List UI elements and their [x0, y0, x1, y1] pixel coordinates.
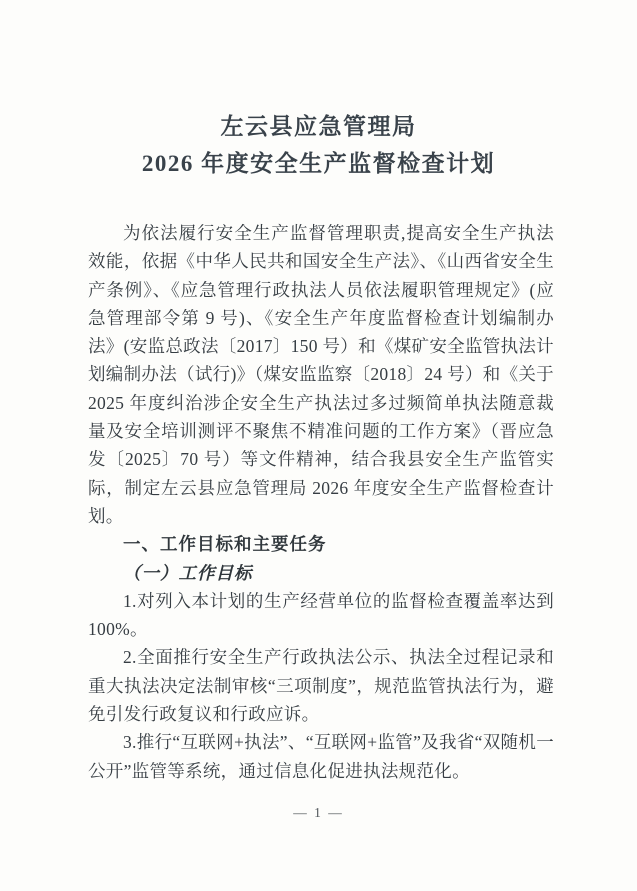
paragraph-goal-1: 1.对列入本计划的生产经营单位的监督检查覆盖率达到 100%。 — [88, 590, 554, 640]
title-line-2: 2026 年度安全生产监督检查计划 — [141, 151, 496, 176]
paragraph-goal-3: 3.推行“互联网+执法”、“互联网+监管”及我省“双随机一公开”监管等系统，通过信息化促进执法规范化。 — [88, 732, 554, 781]
document-body — [88, 219, 554, 785]
title-line-1: 左云县应急管理局 — [220, 114, 417, 139]
document-title — [0, 108, 637, 182]
page-number: — 1 — — [293, 805, 344, 820]
paragraph-intro: 为依法履行安全生产监督管理职责,提高安全生产执法效能，依据《中华人民共和国安全生产法》、《山西省安全生产条例》、《应急管理行政执法人员依法履职管理规定》(应急管理部令第 9 号)、《安全生产年度监督检查计划编制办法》(安监总政法〔2017〕150 号）和《煤矿安全监管执法计划编制办法（试行)》（煤安监监察〔2018〕24 号）和《关于 2025 年度纠治涉企安全生产执法过多过频简单执法随意裁量及安全培训测评不聚焦不精准问题的工作方案》（晋应急发〔2025〕70 号）等文件精神，结合我县安全生产监管实际，制定左云县应急管理局 2026 年度安全生产监督检查计划。 — [88, 223, 554, 526]
paragraph-goal-2: 2.全面推行安全生产行政执法公示、执法全过程记录和重大执法决定法制审核“三项制度”，规范监管执法行为，避免引发行政复议和行政应诉。 — [88, 647, 554, 725]
section-heading-goals-and-tasks: 一、工作目标和主要任务 — [123, 534, 327, 555]
subsection-heading-work-goals: （一）工作目标 — [123, 562, 253, 583]
